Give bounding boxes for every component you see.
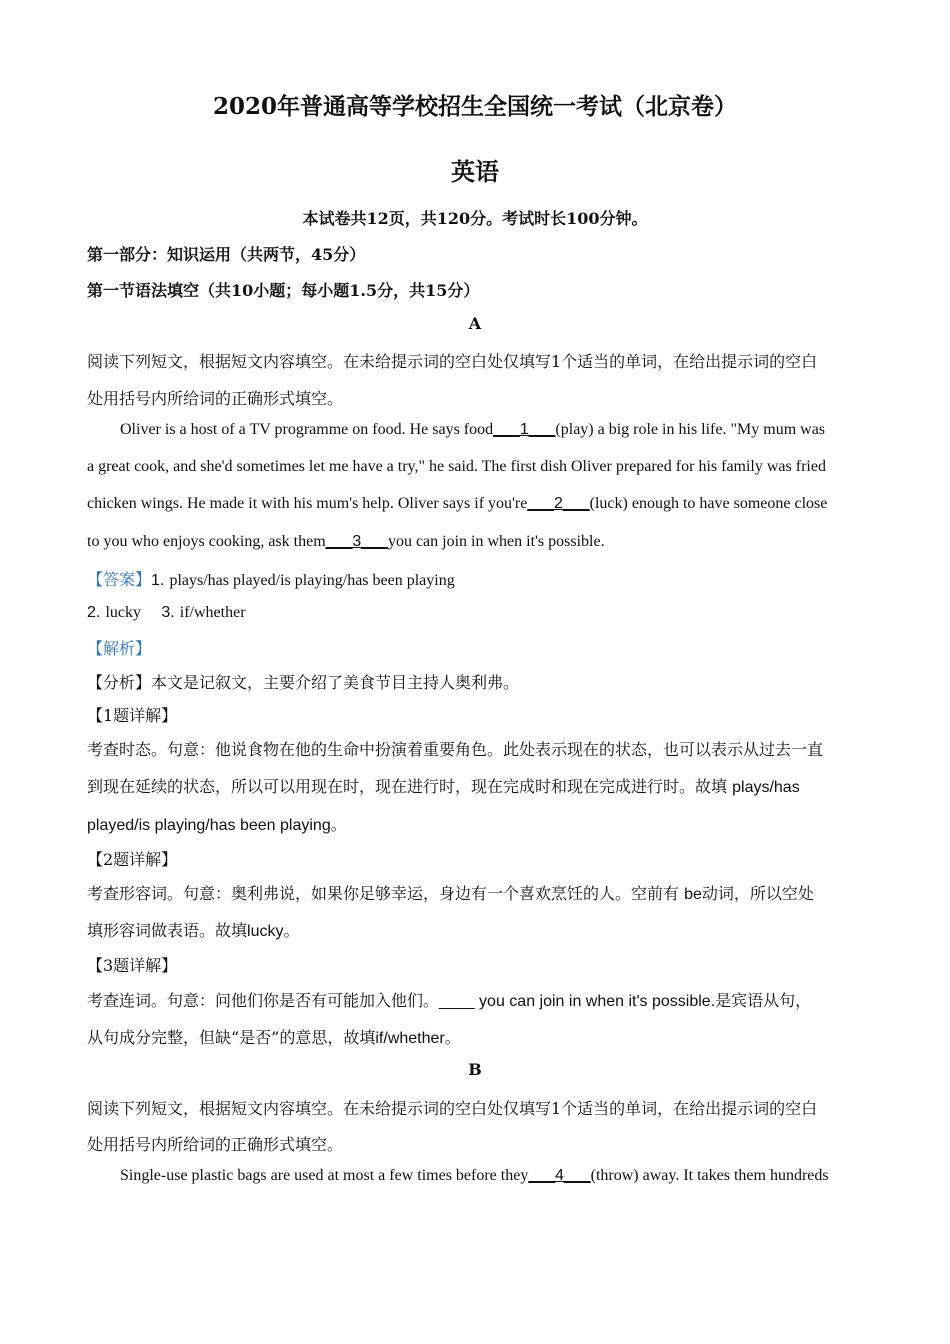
passage-b-instruction-1: 阅读下列短文，根据短文内容填空。在未给提示词的空白处仅填写1个适当的单词，在给出提示词的空白 [87,1099,818,1118]
answer-1: plays/has played/is playing/has been playing [169,572,455,589]
section-heading: 第一节语法填空（共10小题；每小题1.5分，共15分） [87,281,480,300]
passage-text: (throw) away. It takes them hundreds [590,1167,829,1184]
q2-heading: 【2题详解】 [87,850,178,869]
passage-text: to you who enjoys cooking, ask them [87,533,326,550]
part-heading: 第一部分：知识运用（共两节，45分） [87,245,366,264]
explanation-answer: if/whether [375,1030,445,1047]
analysis-tag: 【解析】 [87,639,152,658]
q3-explanation-2 [87,1025,877,1048]
passage-a-line-1 [120,421,910,439]
explanation-text: 从句成分完整，但缺“是否”的意思，故填 [87,1028,376,1047]
explanation-text: 。 [444,1028,461,1047]
exam-info: 本试卷共12页，共120分。考试时长100分钟。 [302,209,648,228]
analysis-overview: 【分析】本文是记叙文，主要介绍了美食节目主持人奥利弗。 [87,673,520,692]
explanation-answer: lucky [247,923,284,940]
explanation-sentence: ____ you can join in when it's possible. [439,993,716,1010]
explanation-text: 。 [283,921,300,940]
answer-2: lucky [105,604,141,621]
q2-explanation-2 [87,918,877,941]
passage-text: Oliver is a host of a TV programme on food. He says food [120,421,494,438]
explanation-text: 。 [330,815,347,834]
q1-explanation-3 [87,812,877,835]
explanation-text: 动词，所以空处 [701,884,814,903]
passage-b-label: B [468,1060,482,1079]
answer-number: 3. [161,604,175,621]
passage-a-instruction-2: 处用括号内所给词的正确形式填空。 [87,389,344,408]
passage-text: you can join in when it's possible. [387,533,605,550]
answer-number: 2. [87,604,101,621]
q1-heading: 【1题详解】 [87,706,178,725]
answer-number: 1. [151,572,165,589]
explanation-answer: be [684,886,702,903]
q3-explanation-1 [87,988,877,1011]
passage-text: (play) a big role in his life. "My mum was [555,421,826,438]
explanation-answer: played/is playing/has been playing [87,817,331,834]
passage-a-instruction-1: 阅读下列短文，根据短文内容填空。在未给提示词的空白处仅填写1个适当的单词，在给出提示词的空白 [87,352,818,371]
explanation-text: 考查连词。句意：问他们你是否有可能加入他们。 [87,991,440,1010]
blank-2: ___2___ [527,495,590,512]
q2-explanation-1 [87,881,877,904]
answer-3: if/whether [179,604,246,621]
q1-explanation-2 [87,774,877,797]
explanation-text: 填形容词做表语。故填 [87,921,248,940]
answer-tag: 【答案】 [87,570,152,589]
explanation-text: 到现在延续的状态，所以可以用现在时，现在进行时，现在完成时和现在完成进行时。故填 [87,777,728,796]
passage-a-line-2: a great cook, and she'd sometimes let me have a try," he said. The first dish Oliver prepared for his family was fried [87,458,826,475]
blank-4: ___4___ [528,1167,591,1184]
passage-text: (luck) enough to have someone close [589,495,828,512]
passage-b-instruction-2: 处用括号内所给词的正确形式填空。 [87,1135,344,1154]
subject-title: 英语 [451,157,499,186]
passage-b-line-1 [120,1167,910,1185]
answer-line-2 [87,602,877,622]
passage-text: chicken wings. He made it with his mum's help. Oliver says if you're [87,495,528,512]
explanation-text: 考查形容词。句意：奥利弗说，如果你足够幸运，身边有一个喜欢烹饪的人。空前有 [87,884,680,903]
passage-a-line-3 [87,495,877,513]
answer-line-1 [87,567,877,590]
passage-a-line-4 [87,533,877,551]
q1-explanation-1: 考查时态。句意：他说食物在他的生命中扮演着重要角色。此处表示现在的状态，也可以表示从过去一直 [87,740,824,759]
blank-1: ___1___ [493,421,556,438]
blank-3: ___3___ [325,533,388,550]
passage-text: Single-use plastic bags are used at most a few times before they [120,1167,529,1184]
q3-heading: 【3题详解】 [87,956,178,975]
explanation-text: 是宾语从句， [715,991,812,1010]
exam-title: 2020年普通高等学校招生全国统一考试（北京卷） [212,93,737,120]
explanation-answer: plays/has [732,779,800,796]
passage-a-label: A [468,314,482,333]
